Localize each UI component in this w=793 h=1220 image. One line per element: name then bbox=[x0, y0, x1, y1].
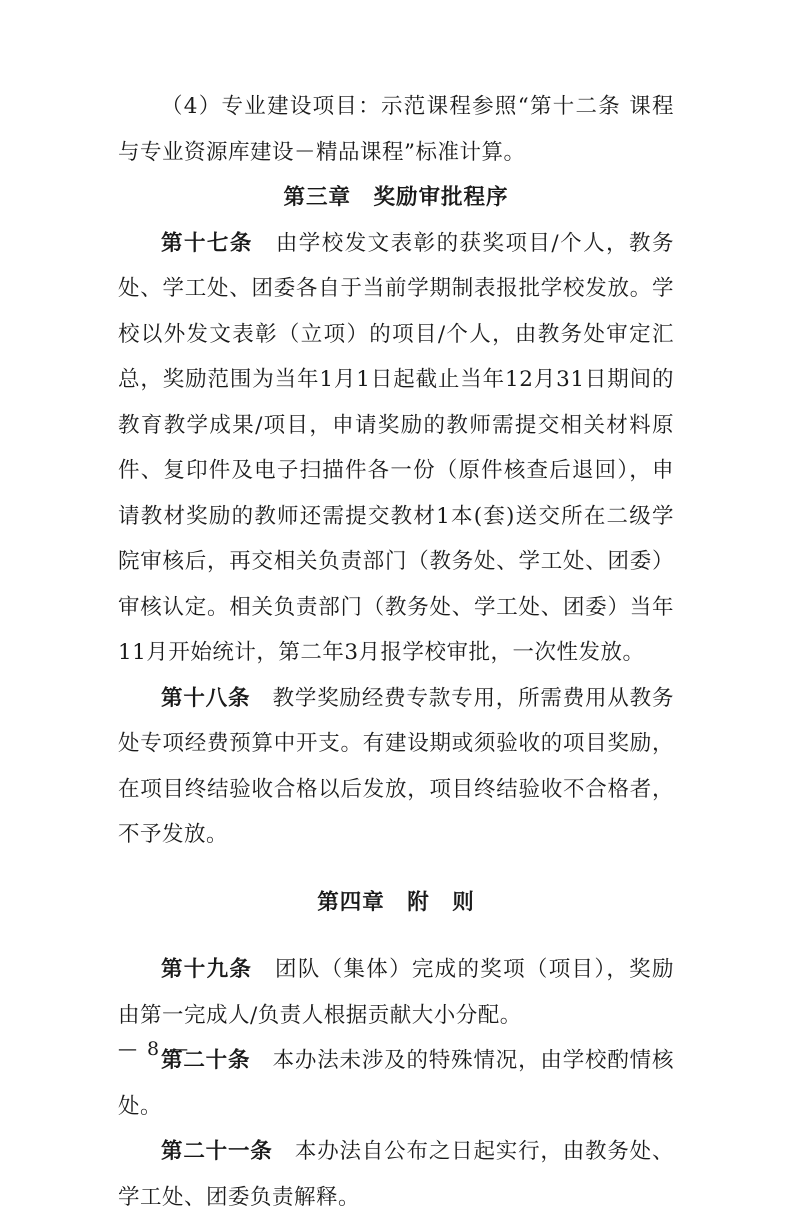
chapter-three-heading: 第三章 奖励审批程序 bbox=[283, 185, 509, 210]
article-17-text: 由学校发文表彰的获奖项目/个人，教务处、学工处、团委各自于当前学期制表报批学校发放。学校以外发文表彰（立项）的项目/个人，由教务处审定汇总，奖励范围为当年1月1日起截止当年12月31日期间的教育教学成果/项目，申请奖励的教师需提交相关材料原件、复印件及电子扫描件各一份（原件核查后退回），申请教材奖励的教师还需提交教材1本(套)送交所在二级学院审核后，再交相关负责部门（教务处、学工处、团委）审核认定。相关负责部门（教务处、学工处、团委）当年11月开始统计，第二年3月报学校审批，一次性发放。 bbox=[118, 230, 674, 665]
article-19 bbox=[118, 947, 674, 1038]
article-21-number: 第二十一条 bbox=[161, 1139, 273, 1164]
article-21-text: 本办法自公布之日起实行，由教务处、学工处、团委负责解释。 bbox=[118, 1139, 674, 1210]
article-18 bbox=[118, 676, 674, 858]
document-body bbox=[118, 84, 674, 1220]
article-18-text: 教学奖励经费专款专用，所需费用从教务处专项经费预算中开支。有建设期或须验收的项目奖励，在项目终结验收合格以后发放，项目终结验收不合格者，不予发放。 bbox=[118, 685, 674, 847]
article-18-number: 第十八条 bbox=[161, 685, 251, 711]
article-20-number: 第二十条 bbox=[161, 1048, 251, 1073]
article-21 bbox=[118, 1129, 674, 1220]
article-17-number: 第十七条 bbox=[161, 230, 253, 256]
article-20 bbox=[118, 1038, 674, 1129]
page-number: — 8 — bbox=[118, 1038, 191, 1060]
article-20-text: 本办法未涉及的特殊情况，由学校酌情核处。 bbox=[118, 1048, 674, 1119]
chapter-four-heading: 第四章 附 则 bbox=[317, 889, 475, 915]
article-19-number: 第十九条 bbox=[161, 957, 253, 982]
article-19-text: 团队（集体）完成的奖项（项目），奖励由第一完成人/负责人根据贡献大小分配。 bbox=[118, 957, 674, 1028]
paragraph-project-standard: （4）专业建设项目：示范课程参照“第十二条 课程与专业资源库建设－精品课程”标准计算。 bbox=[118, 94, 674, 165]
article-17 bbox=[118, 221, 674, 676]
